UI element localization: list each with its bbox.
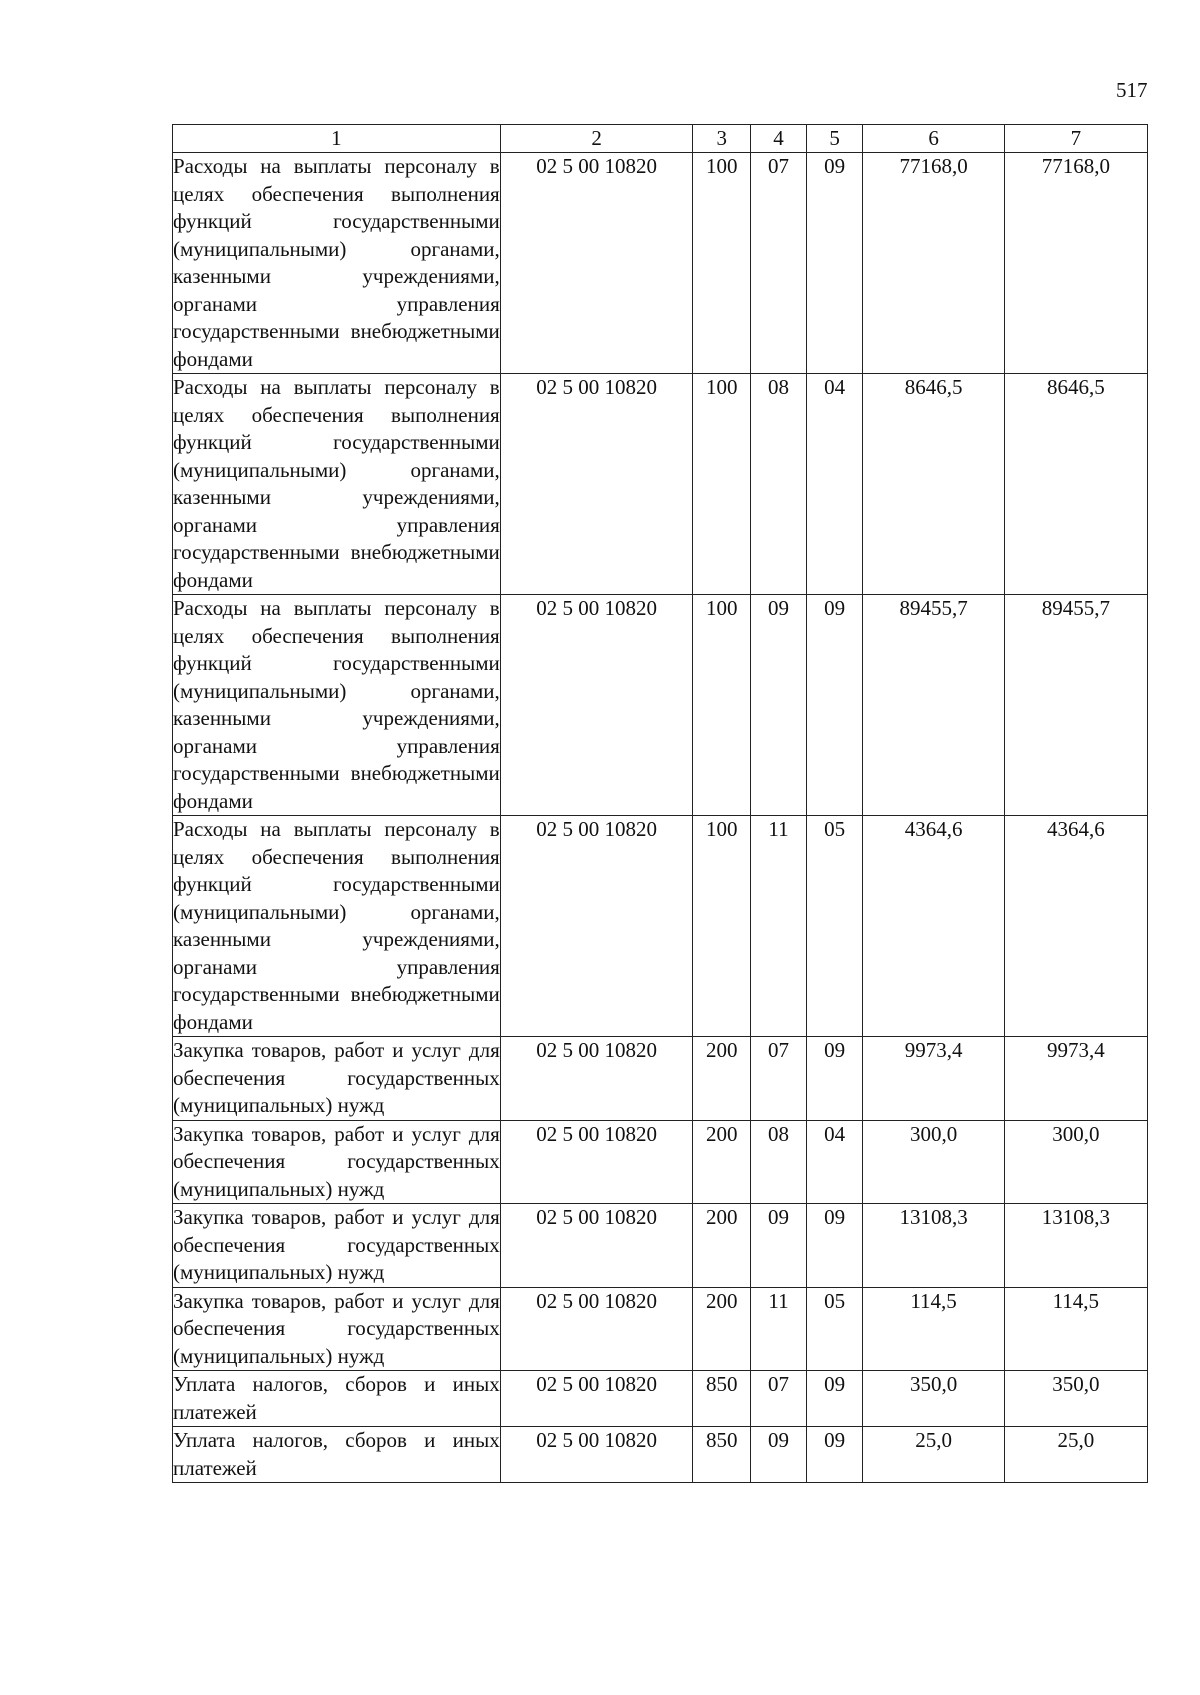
amount-cell: 114,5 — [863, 1287, 1004, 1371]
target-code-cell: 02 5 00 10820 — [500, 1427, 693, 1483]
expense-type-cell: 100 — [693, 816, 751, 1037]
subsection-cell: 09 — [806, 1204, 863, 1288]
target-code-cell: 02 5 00 10820 — [500, 1204, 693, 1288]
section-cell: 07 — [751, 153, 807, 374]
expense-name-cell: Расходы на выплаты персоналу в целях обеспечения выполнения функций государственными (муниципальными) органами, казенными учреждениями, органами управления государственными внебюджетными фондами — [173, 816, 501, 1037]
section-cell: 09 — [751, 595, 807, 816]
expense-name-cell: Закупка товаров, работ и услуг для обеспечения государственных (муниципальных) нужд — [173, 1287, 501, 1371]
expense-type-cell: 200 — [693, 1120, 751, 1204]
amount-cell: 89455,7 — [1004, 595, 1147, 816]
target-code-cell: 02 5 00 10820 — [500, 816, 693, 1037]
section-cell: 08 — [751, 374, 807, 595]
subsection-cell: 04 — [806, 1120, 863, 1204]
expense-name-cell: Закупка товаров, работ и услуг для обеспечения государственных (муниципальных) нужд — [173, 1204, 501, 1288]
column-header: 3 — [693, 125, 751, 153]
expense-type-cell: 200 — [693, 1204, 751, 1288]
expense-type-cell: 850 — [693, 1427, 751, 1483]
subsection-cell: 09 — [806, 153, 863, 374]
section-cell: 07 — [751, 1371, 807, 1427]
target-code-cell: 02 5 00 10820 — [500, 153, 693, 374]
amount-cell: 114,5 — [1004, 1287, 1147, 1371]
section-cell: 09 — [751, 1427, 807, 1483]
table-row — [173, 1037, 1148, 1121]
amount-cell: 300,0 — [863, 1120, 1004, 1204]
amount-cell: 13108,3 — [1004, 1204, 1147, 1288]
subsection-cell: 05 — [806, 1287, 863, 1371]
section-cell: 11 — [751, 1287, 807, 1371]
expense-name-cell: Уплата налогов, сборов и иных платежей — [173, 1371, 501, 1427]
table-row — [173, 595, 1148, 816]
expense-type-cell: 200 — [693, 1037, 751, 1121]
amount-cell: 8646,5 — [863, 374, 1004, 595]
expense-name-cell: Закупка товаров, работ и услуг для обеспечения государственных (муниципальных) нужд — [173, 1037, 501, 1121]
subsection-cell: 05 — [806, 816, 863, 1037]
target-code-cell: 02 5 00 10820 — [500, 595, 693, 816]
subsection-cell: 04 — [806, 374, 863, 595]
expense-type-cell: 100 — [693, 153, 751, 374]
amount-cell: 89455,7 — [863, 595, 1004, 816]
subsection-cell: 09 — [806, 1427, 863, 1483]
amount-cell: 350,0 — [863, 1371, 1004, 1427]
amount-cell: 4364,6 — [1004, 816, 1147, 1037]
amount-cell: 9973,4 — [1004, 1037, 1147, 1121]
table-row — [173, 1427, 1148, 1483]
amount-cell: 350,0 — [1004, 1371, 1147, 1427]
target-code-cell: 02 5 00 10820 — [500, 1037, 693, 1121]
target-code-cell: 02 5 00 10820 — [500, 374, 693, 595]
subsection-cell: 09 — [806, 595, 863, 816]
column-header: 6 — [863, 125, 1004, 153]
target-code-cell: 02 5 00 10820 — [500, 1120, 693, 1204]
expense-name-cell: Расходы на выплаты персоналу в целях обеспечения выполнения функций государственными (муниципальными) органами, казенными учреждениями, органами управления государственными внебюджетными фондами — [173, 374, 501, 595]
amount-cell: 4364,6 — [863, 816, 1004, 1037]
expense-name-cell: Уплата налогов, сборов и иных платежей — [173, 1427, 501, 1483]
table-row — [173, 816, 1148, 1037]
amount-cell: 8646,5 — [1004, 374, 1147, 595]
amount-cell: 25,0 — [863, 1427, 1004, 1483]
subsection-cell: 09 — [806, 1371, 863, 1427]
section-cell: 09 — [751, 1204, 807, 1288]
table-row — [173, 1287, 1148, 1371]
target-code-cell: 02 5 00 10820 — [500, 1287, 693, 1371]
amount-cell: 13108,3 — [863, 1204, 1004, 1288]
expense-type-cell: 100 — [693, 374, 751, 595]
amount-cell: 9973,4 — [863, 1037, 1004, 1121]
expense-name-cell: Закупка товаров, работ и услуг для обеспечения государственных (муниципальных) нужд — [173, 1120, 501, 1204]
table-row — [173, 1120, 1148, 1204]
expense-type-cell: 200 — [693, 1287, 751, 1371]
section-cell: 11 — [751, 816, 807, 1037]
table-row — [173, 374, 1148, 595]
table-row — [173, 1204, 1148, 1288]
column-header: 2 — [500, 125, 693, 153]
column-header: 1 — [173, 125, 501, 153]
amount-cell: 77168,0 — [863, 153, 1004, 374]
amount-cell: 77168,0 — [1004, 153, 1147, 374]
section-cell: 07 — [751, 1037, 807, 1121]
table-row — [173, 153, 1148, 374]
amount-cell: 25,0 — [1004, 1427, 1147, 1483]
subsection-cell: 09 — [806, 1037, 863, 1121]
table-header-row — [173, 125, 1148, 153]
column-header: 7 — [1004, 125, 1147, 153]
expense-type-cell: 850 — [693, 1371, 751, 1427]
target-code-cell: 02 5 00 10820 — [500, 1371, 693, 1427]
expense-name-cell: Расходы на выплаты персоналу в целях обеспечения выполнения функций государственными (муниципальными) органами, казенными учреждениями, органами управления государственными внебюджетными фондами — [173, 153, 501, 374]
budget-table — [172, 124, 1148, 1483]
column-header: 4 — [751, 125, 807, 153]
amount-cell: 300,0 — [1004, 1120, 1147, 1204]
column-header: 5 — [806, 125, 863, 153]
table-row — [173, 1371, 1148, 1427]
page-number: 517 — [1116, 78, 1148, 102]
expense-name-cell: Расходы на выплаты персоналу в целях обеспечения выполнения функций государственными (муниципальными) органами, казенными учреждениями, органами управления государственными внебюджетными фондами — [173, 595, 501, 816]
section-cell: 08 — [751, 1120, 807, 1204]
expense-type-cell: 100 — [693, 595, 751, 816]
